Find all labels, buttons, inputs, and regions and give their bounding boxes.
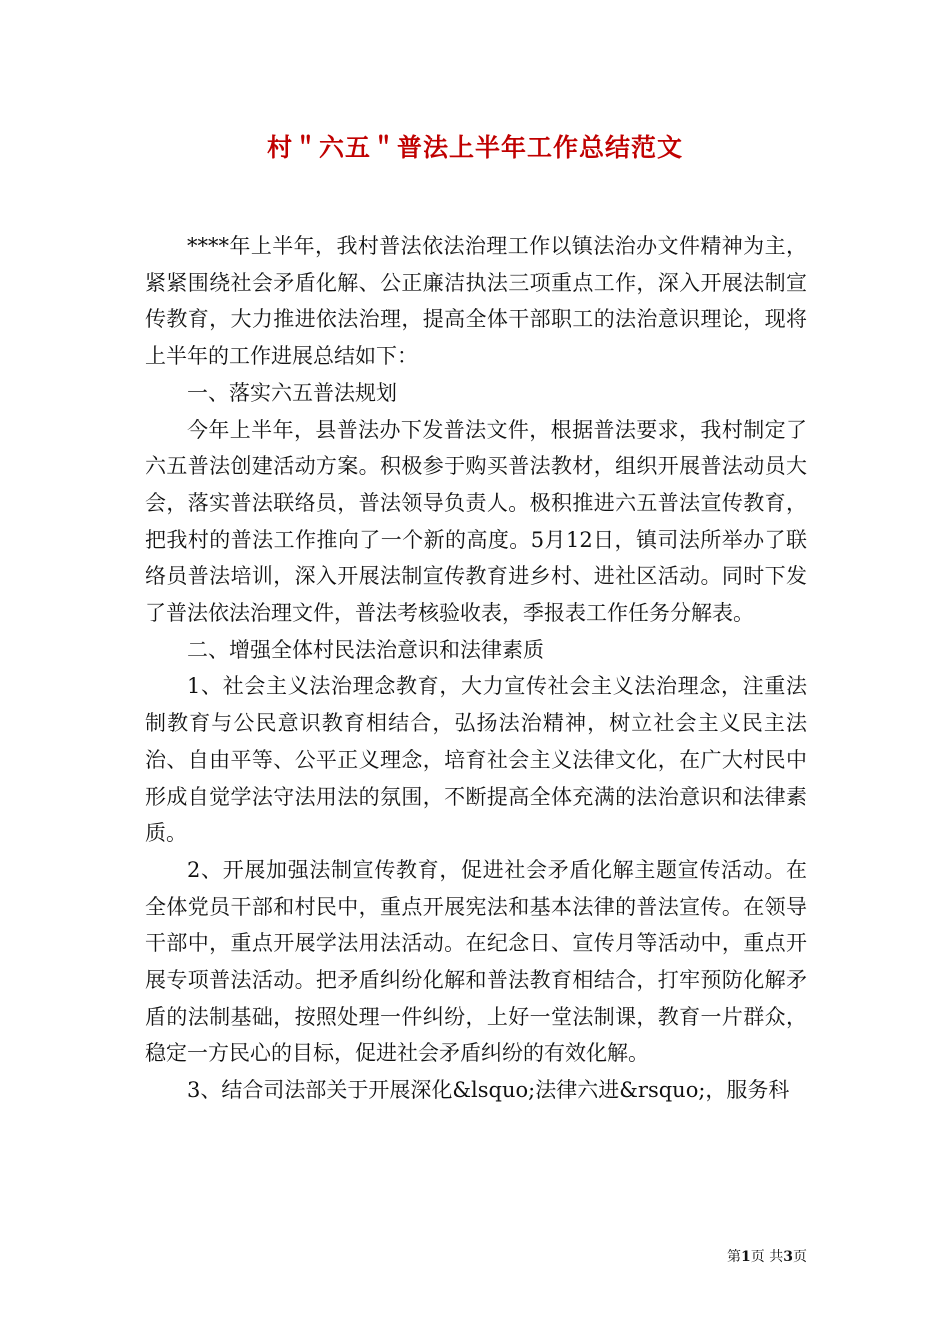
page-prefix: 第: [727, 1249, 742, 1265]
page-middle: 页 共: [750, 1249, 784, 1265]
document-body: [145, 228, 807, 1109]
page-total: 3: [783, 1249, 793, 1265]
page-title: 村＂六五＂普法上半年工作总结范文: [266, 133, 683, 162]
section-heading-2: 二、增强全体村民法治意识和法律素质: [187, 637, 544, 662]
section-heading-1: 一、落实六五普法规划: [187, 380, 397, 405]
intro-paragraph: ****年上半年，我村普法依法治理工作以镇法治办文件精神为主，紧紧围绕社会矛盾化解、公正廉洁执法三项重点工作，深入开展法制宣传教育，大力推进依法治理，提高全体干部职工的法治意识理论，现将上半年的工作进展总结如下：: [145, 234, 807, 369]
page-suffix: 页: [793, 1249, 807, 1265]
item-3-paragraph: 3、结合司法部关于开展深化&lsquo;法律六进&rsquo;，服务科: [187, 1078, 790, 1103]
page-number-footer: [727, 1248, 807, 1266]
page-current: 1: [741, 1249, 751, 1265]
section-1-paragraph: 今年上半年，县普法办下发普法文件，根据普法要求，我村制定了六五普法创建活动方案。积极参于购买普法教材，组织开展普法动员大会，落实普法联络员，普法领导负责人。极积推进六五普法宣传教育，把我村的普法工作推向了一个新的高度。5月12日，镇司法所举办了联络员普法培训，深入开展法制宣传教育进乡村、进社区活动。同时下发了普法依法治理文件，普法考核验收表，季报表工作任务分解表。: [145, 417, 807, 626]
item-2-paragraph: 2、开展加强法制宣传教育，促进社会矛盾化解主题宣传活动。在全体党员干部和村民中，重点开展宪法和基本法律的普法宣传。在领导干部中，重点开展学法用法活动。在纪念日、宣传月等活动中，重点开展专项普法活动。把矛盾纠纷化解和普法教育相结合，打牢预防化解矛盾的法制基础，按照处理一件纠纷，上好一堂法制课，教育一片群众，稳定一方民心的目标，促进社会矛盾纠纷的有效化解。: [145, 857, 807, 1066]
item-1-paragraph: 1、社会主义法治理念教育，大力宣传社会主义法治理念，注重法制教育与公民意识教育相结合，弘扬法治精神，树立社会主义民主法治、自由平等、公平正义理念，培育社会主义法律文化，在广大村民中形成自觉学法守法用法的氛围，不断提高全体充满的法治意识和法律素质。: [145, 674, 807, 846]
